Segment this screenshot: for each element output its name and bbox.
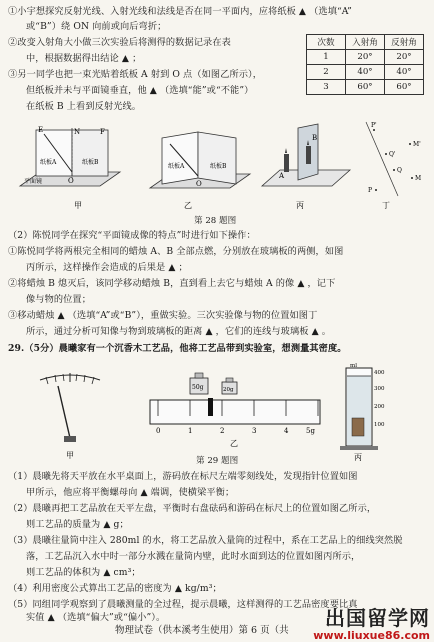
q28-part2-line-1: （2）陈悦同学在探究“平面镜成像的特点”时进行如下操作： (8, 230, 256, 241)
table-cell: 1 (307, 50, 346, 65)
q28-line-5: ③另一同学也把一束光贴着纸板 A 射到 O 点（如图乙所示）， (8, 69, 263, 80)
q28-line-6: 但纸板并未与平面镜垂直，他 ▲ （选填“能”或“不能”） (26, 85, 254, 96)
label-o-yi: O (196, 180, 202, 188)
label-board-a-yi: 纸板A (168, 163, 185, 170)
q28-line-2: 或“B”）绕 ON 向前或向后弯折； (26, 21, 167, 32)
q29-header: 29.（5分）晨曦家有一个沉香木工艺品，他将工艺品带到实验室，想测量其密度。 (8, 343, 347, 354)
q28-part2-line-7: 所示，通过分析可知像与物到玻璃板的距离 ▲ ，它们的连线与玻璃板 ▲ 。 (26, 326, 332, 337)
q28-line-7: 在纸板 B 上看到反射光线。 (26, 101, 142, 112)
table-cell: 3 (307, 80, 346, 95)
caption-bing: 丙 (296, 201, 304, 210)
table-cell: 20° (385, 50, 424, 65)
q28-part2-line-3: 丙所示，这样操作会造成的后果是 ▲ ； (26, 262, 188, 273)
label-m: M (415, 175, 422, 182)
scale-tick: 4 (284, 427, 289, 435)
q28-part2-line-6: ③移动蜡烛 ▲ （选填“A”或“B”），重做实验。三次实验像与物的位置如图丁 (8, 310, 318, 321)
label-mirror: 平面镜 (24, 178, 43, 185)
weight-20g: 20g (223, 387, 234, 393)
cyl-unit: ml (350, 363, 357, 369)
q29-line-4: 则工艺品的质量为 ▲ g； (26, 519, 129, 530)
q28-line-1: ①小宇想探究反射光线、入射光线和法线是否在同一平面内，应将纸板 ▲ （选填“A” (8, 6, 352, 17)
q29-line-10: 实值 ▲ （选填“偏大”或“偏小”）。 (26, 612, 166, 623)
label-candle-a: A (279, 172, 285, 180)
label-q2: Q' (389, 151, 396, 158)
figure-cylinder (340, 363, 385, 450)
label-q: Q (397, 167, 402, 174)
scale-tick: 0 (156, 427, 161, 435)
q29-figure-title: 第 29 题图 (196, 456, 239, 466)
caption-jia: 甲 (74, 201, 82, 210)
caption-ding: 丁 (382, 201, 390, 210)
label-board-b-yi: 纸板B (210, 163, 227, 170)
figure-bing (262, 124, 350, 186)
table-header: 反射角 (385, 35, 424, 50)
scale-tick: 3 (252, 427, 257, 435)
scale-tick: 1 (188, 427, 193, 435)
q29-line-8: （4）利用密度公式算出工艺品的密度为 ▲ kg/m³； (8, 583, 222, 594)
table-cell: 2 (307, 65, 346, 80)
table-cell: 40° (385, 65, 424, 80)
figure-balance-pointer (40, 373, 100, 442)
q29-line-3: （2）晨曦再把工艺品放在天平左盘，平衡时右盘砝码和游码在标尺上的位置如图乙所示， (8, 503, 377, 514)
q28-part2-line-2: ①陈悦同学将两根完全相同的蜡烛 A、B 全部点燃，分别放在玻璃板的两侧，如图 (8, 246, 344, 257)
q29-line-6: 落，工艺品沉入水中时一部分水溅在量筒内壁，此时水面到达的位置如图丙所示， (26, 551, 361, 562)
caption-bing-29: 丙 (354, 453, 362, 462)
q29-line-7: 则工艺品的体积为 ▲ cm³； (26, 567, 141, 578)
table-cell: 20° (346, 50, 385, 65)
q28-line-3: ②改变入射角大小做三次实验后将测得的数据记录在表 (8, 37, 231, 48)
q28-figure-title: 第 28 题图 (194, 216, 237, 226)
label-p2: P' (371, 122, 377, 129)
watermark-logo (313, 602, 430, 642)
q29-line-1: （1）晨曦先将天平放在水平桌面上，游码放在标尺左端零刻线处，发现指针位置如图 (8, 471, 358, 482)
cyl-label-400: 400 (374, 370, 385, 376)
q29-line-5: （3）晨曦往量筒中注入 280ml 的水，将工艺品放入量筒的过程中，系在工艺品上的细线突然脱 (8, 535, 403, 546)
q28-part2-line-4: ②将蜡烛 B 熄灭后，该同学移动蜡烛 B，直到看上去它与蜡烛 A 的像 ▲ ，记下 (8, 278, 336, 289)
table-header: 入射角 (346, 35, 385, 50)
label-m2: M' (413, 141, 421, 148)
weight-50g: 50g (192, 384, 204, 391)
cyl-label-100: 100 (374, 422, 385, 428)
watermark-url: www.liuxue86.com (313, 629, 430, 642)
q29-line-2: 甲所示，他应将平衡螺母向 ▲ 端调，使横梁平衡； (26, 487, 235, 498)
caption-yi-29: 乙 (230, 439, 238, 448)
label-o: O (68, 177, 74, 185)
q29-line-9: （5）同组同学观察到了晨曦测量的全过程，提示晨曦，这样测得的工艺品密度要比真 (8, 599, 358, 610)
label-board-b: 纸板B (82, 159, 99, 166)
figure-ding (366, 122, 421, 196)
q28-part2-line-5: 像与物的位置； (26, 294, 92, 305)
scale-tick: 5g (306, 427, 315, 435)
label-p: P (368, 187, 373, 194)
figure-jia (20, 126, 120, 186)
label-e: E (38, 126, 44, 134)
cyl-label-300: 300 (374, 386, 385, 392)
q29-figures (0, 360, 434, 464)
label-candle-b: B (312, 134, 318, 142)
table-cell: 60° (385, 80, 424, 95)
label-board-a: 纸板A (40, 159, 57, 166)
caption-yi: 乙 (184, 201, 192, 210)
table-cell: 40° (346, 65, 385, 80)
table-header: 次数 (307, 35, 346, 50)
label-f: F (100, 128, 105, 136)
angle-table (306, 34, 424, 95)
page-footer: 物理试卷（供本溪考生使用）第 6 页（共 (115, 625, 289, 636)
scale-tick: 2 (220, 427, 225, 435)
cyl-label-200: 200 (374, 404, 385, 410)
q28-line-4: 中，根据数据得出结论 ▲ ； (26, 53, 142, 64)
figure-yi (150, 132, 250, 188)
label-n: N (74, 128, 81, 136)
caption-jia-29: 甲 (66, 451, 74, 460)
figure-weights-scale (150, 373, 320, 435)
table-cell: 60° (346, 80, 385, 95)
q28-figures (0, 116, 434, 218)
watermark-name: 出国留学网 (325, 606, 430, 630)
